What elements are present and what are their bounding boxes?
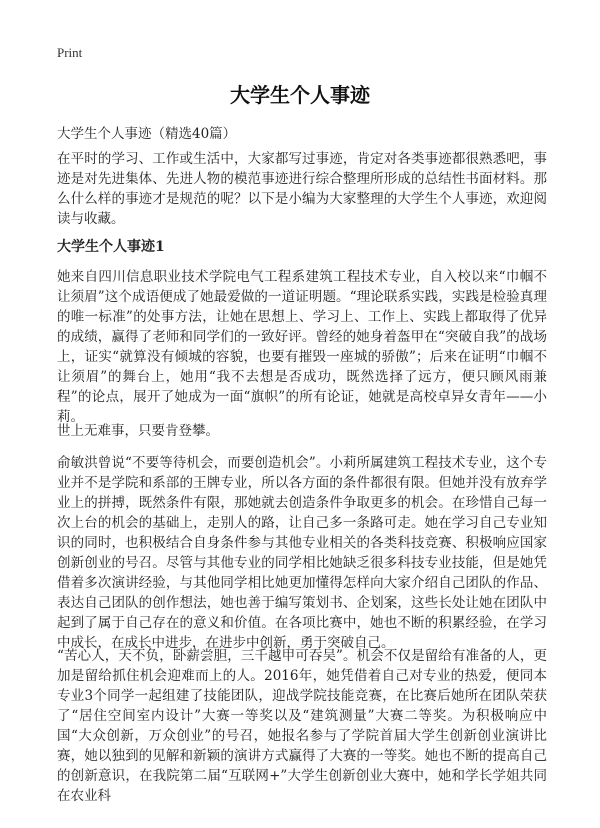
section-heading: 大学生个人事迹1 [57,239,165,255]
body-paragraph-3: 俞敏洪曾说“不要等待机会，而要创造机会”。小莉所属建筑工程技术专业，这个专业并不是学院和系部的王牌专业，所以各方面的条件都很有限。但她并没有放弃学业上的拼搏，既然条件有限，那她就去创造条件争取更多的机会。在珍惜自己每一次上台的机会的基础上，走别人的路，让自己多一条路可走。她在学习自己专业知识的同时，也积极结合自身条件参与其他专业相关的各类科技竞赛、积极响应国家创新创业的号召。尽管与其他专业的同学相比她缺乏很多科技专业技能，但是她凭借着多次演讲经验，与其他同学相比她更加懂得怎样向大家介绍自己团队的作品、表达自己团队的创作想法，她也善于编写策划书、企划案，这些长处让她在团队中起到了属于自己存在的意义和价值。在各项比赛中，她也不断的积累经验，在学习中成长，在成长中进步，在进步中创新，勇于突破自己。 [57,455,547,651]
body-paragraph-4: “苦心人，天不负，卧薪尝胆，三千越甲可吞吴”。机会不仅是留给有准备的人，更加是留给抓住机会迎难而上的人。2016年，她凭借着自己对专业的热爱，便同本专业3个同学一起组建了技能团队，迎战学院技能竞赛，在比赛后她所在团队荣获了“居住空间室内设计”大赛一等奖以及“建筑测量”大赛二等奖。为积极响应中国“大众创新，万众创业”的号召，她报名参与了学院首届大学生创新创业演讲比赛，她以独到的见解和新颖的演讲方式赢得了大赛的一等奖。她也不断的提高自己的创新意识，在我院第二届“互联网+”大学生创新创业大赛中，她和学长学姐共同在农业科 [57,648,547,804]
document-subtitle: 大学生个人事迹（精选40篇） [57,126,237,142]
page-title: 大学生个人事迹 [230,83,370,107]
body-paragraph-1: 她来自四川信息职业技术学院电气工程系建筑工程技术专业，自入校以来“巾帼不让须眉”这个成语便成了她最爱做的一道证明题。“理论联系实践，实践是检验真理的唯一标准”的处事方法，让她在思想上、学习上、工作上、实践上都取得了优异的成绩，赢得了老师和同学们的一致好评。曾经的她身着盔甲在“突破自我”的战场上，证实“就算没有倾城的容貌，也要有摧毁一座城的骄傲”；后来在证明“巾帼不让须眉”的舞台上，她用“我不去想是否成功，既然选择了远方，便只顾风雨兼程”的论点，展开了她成为一面“旗帜”的所有论证，她就是高校卓异女青年——小莉。 [57,269,547,425]
intro-paragraph: 在平时的学习、工作或生活中，大家都写过事迹，肯定对各类事迹都很熟悉吧，事迹是对先进集体、先进人物的模范事迹进行综合整理所形成的总结性书面材料。那么什么样的事迹才是规范的呢？以下是小编为大家整理的大学生个人事迹，欢迎阅读与收藏。 [57,151,547,227]
body-paragraph-2: 世上无难事，只要肯登攀。 [57,423,219,439]
print-link[interactable]: Print [57,45,83,60]
